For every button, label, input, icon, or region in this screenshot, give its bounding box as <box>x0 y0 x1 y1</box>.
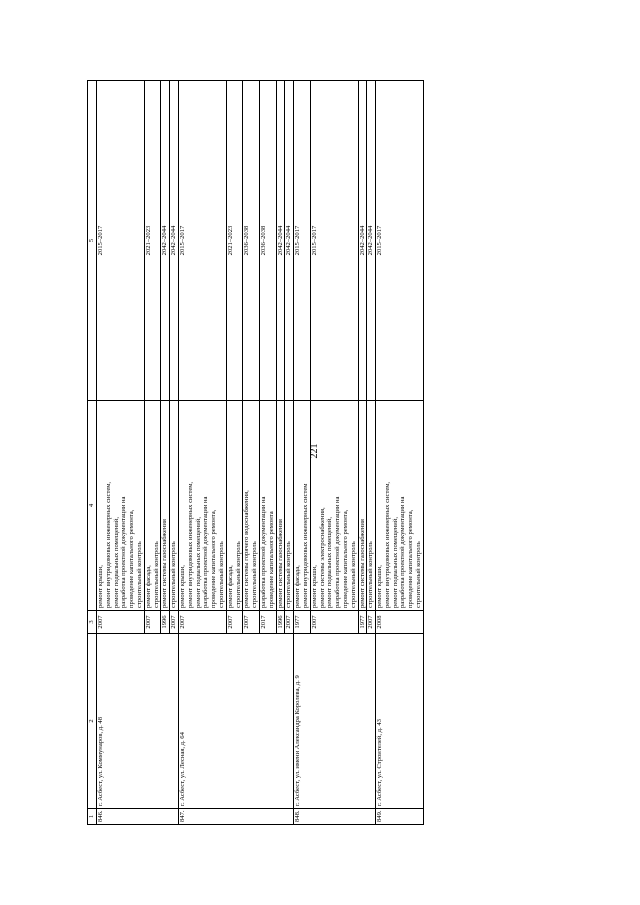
address-cell: г. Асбест, ул. Строителей, д. 43 <box>376 634 424 809</box>
work-item: строительный контроль <box>349 541 357 608</box>
work-item: ремонт подвальных помещений, <box>391 517 399 608</box>
year-cell: 2007 <box>226 611 243 634</box>
work-item: ремонт системы газоснабжения <box>276 519 284 608</box>
work-item: ремонт крыши, <box>376 565 384 608</box>
works-cell <box>367 401 376 611</box>
year-cell: 2007 <box>285 611 294 634</box>
works-cell <box>285 401 294 611</box>
year-cell: 2007 <box>144 611 161 634</box>
works-cell <box>310 401 358 611</box>
repair-schedule-table <box>87 80 424 825</box>
works-cell <box>170 401 179 611</box>
year-cell: 1996 <box>276 611 285 634</box>
work-item: ремонт системы газоснабжения <box>358 519 366 608</box>
work-item: разработка проектной документации на <box>202 496 210 608</box>
works-cell <box>97 401 145 611</box>
header-row <box>88 81 97 825</box>
work-item: ремонт крыши, <box>178 565 186 608</box>
period-cell: 2015–2017 <box>310 81 358 401</box>
year-cell: 2007 <box>170 611 179 634</box>
works-cell <box>178 401 226 611</box>
work-item: строительный контроль <box>251 541 259 608</box>
year-cell: 2007 <box>97 611 145 634</box>
address-cell: г. Асбест, ул. Коммунаров, д. 48 <box>97 634 179 809</box>
year-cell: 2007 <box>310 611 358 634</box>
period-cell: 2042–2044 <box>358 81 367 401</box>
work-item: строительный контроль <box>285 541 293 608</box>
works-cell <box>276 401 285 611</box>
works-cell <box>226 401 243 611</box>
work-item: проведение капитального ремонта, <box>407 509 415 608</box>
work-item: ремонт крыши, <box>97 565 104 608</box>
table-row <box>376 81 424 825</box>
work-item: ремонт подвальных помещений, <box>194 517 202 608</box>
work-item: ремонт фасада, <box>226 565 234 608</box>
rotated-page-content <box>87 81 587 825</box>
work-item: строительный контроль <box>367 541 375 608</box>
work-item: строительный контроль <box>135 541 143 608</box>
year-cell: 1996 <box>161 611 170 634</box>
page-number: 221 <box>309 443 320 459</box>
work-item: разработка проектной документации на <box>120 496 128 608</box>
period-cell: 2015–2017 <box>376 81 424 401</box>
works-cell <box>243 401 260 611</box>
row-number: 846. <box>97 809 179 825</box>
period-cell: 2042–2044 <box>276 81 285 401</box>
period-cell: 2042–2044 <box>367 81 376 401</box>
work-item: ремонт подвальных помещений, <box>112 517 120 608</box>
year-cell: 1977 <box>358 611 367 634</box>
work-item: разработка проектной документации на <box>399 496 407 608</box>
work-item: разработка проектной документации на <box>259 496 267 608</box>
period-cell: 2021–2023 <box>226 81 243 401</box>
work-item: строительный контроль <box>234 541 242 608</box>
work-item: строительный контроль <box>170 541 178 608</box>
work-item: строительный контроль <box>217 541 225 608</box>
row-number: 848. <box>294 809 376 825</box>
works-cell <box>358 401 367 611</box>
works-cell <box>376 401 424 611</box>
period-cell: 2015–2017 <box>178 81 226 401</box>
period-cell: 2015–2017 <box>294 81 311 401</box>
work-item: проведение капитального ремонта, <box>341 509 349 608</box>
period-cell: 2042–2044 <box>170 81 179 401</box>
work-item: ремонт фасада, <box>294 565 302 608</box>
header-col-1: 1 <box>88 809 97 825</box>
address-cell: г. Асбест, ул. Лесная, д. 64 <box>178 634 293 809</box>
period-cell: 2015–2017 <box>97 81 145 401</box>
year-cell: 2008 <box>376 611 424 634</box>
works-cell <box>161 401 170 611</box>
address-cell: г. Асбест, ул. имени Александра Королева, д. 9 <box>294 634 376 809</box>
work-item: ремонт системы электроснабжения, <box>318 507 326 608</box>
header-col-3: 3 <box>88 611 97 634</box>
work-item: проведение капитального ремонта, <box>210 509 218 608</box>
work-item: ремонт внутридомовых инженерных систем, <box>104 481 112 608</box>
header-col-5: 5 <box>88 81 97 401</box>
works-cell <box>259 401 276 611</box>
work-item: ремонт подвальных помещений, <box>326 517 334 608</box>
header-col-2: 2 <box>88 634 97 809</box>
work-item: строительный контроль <box>415 541 423 608</box>
work-item: ремонт фасада, <box>144 565 152 608</box>
year-cell: 2017 <box>259 611 276 634</box>
period-cell: 2036–2038 <box>243 81 260 401</box>
header-col-4: 4 <box>88 401 97 611</box>
work-item: ремонт крыши, <box>310 565 318 608</box>
works-cell <box>294 401 311 611</box>
work-item: ремонт внутридомовых инженерных систем, <box>186 481 194 608</box>
table-row <box>97 81 145 825</box>
period-cell: 2036–2038 <box>259 81 276 401</box>
row-number: 847. <box>178 809 293 825</box>
period-cell: 2021–2023 <box>144 81 161 401</box>
work-item: ремонт внутридомовых инженерных систем, <box>383 481 391 608</box>
table-body <box>97 81 424 825</box>
work-item: ремонт системы газоснабжения <box>161 519 169 608</box>
period-cell: 2042–2044 <box>285 81 294 401</box>
period-cell: 2042–2044 <box>161 81 170 401</box>
year-cell: 2007 <box>243 611 260 634</box>
work-item: строительный контроль <box>152 541 160 608</box>
works-cell <box>144 401 161 611</box>
work-item: проведение капитального ремонта, <box>128 509 136 608</box>
year-cell: 1977 <box>294 611 311 634</box>
year-cell: 2007 <box>367 611 376 634</box>
table-row <box>294 81 311 825</box>
work-item: разработка проектной документации на <box>334 496 342 608</box>
work-item: ремонт системы горячего водоснабжения, <box>243 490 251 608</box>
year-cell: 2007 <box>178 611 226 634</box>
work-item: проведение капитального ремонта <box>267 511 275 608</box>
work-item: ремонт внутридомовых инженерных систем <box>301 483 309 608</box>
table-row <box>178 81 226 825</box>
row-number: 849. <box>376 809 424 825</box>
